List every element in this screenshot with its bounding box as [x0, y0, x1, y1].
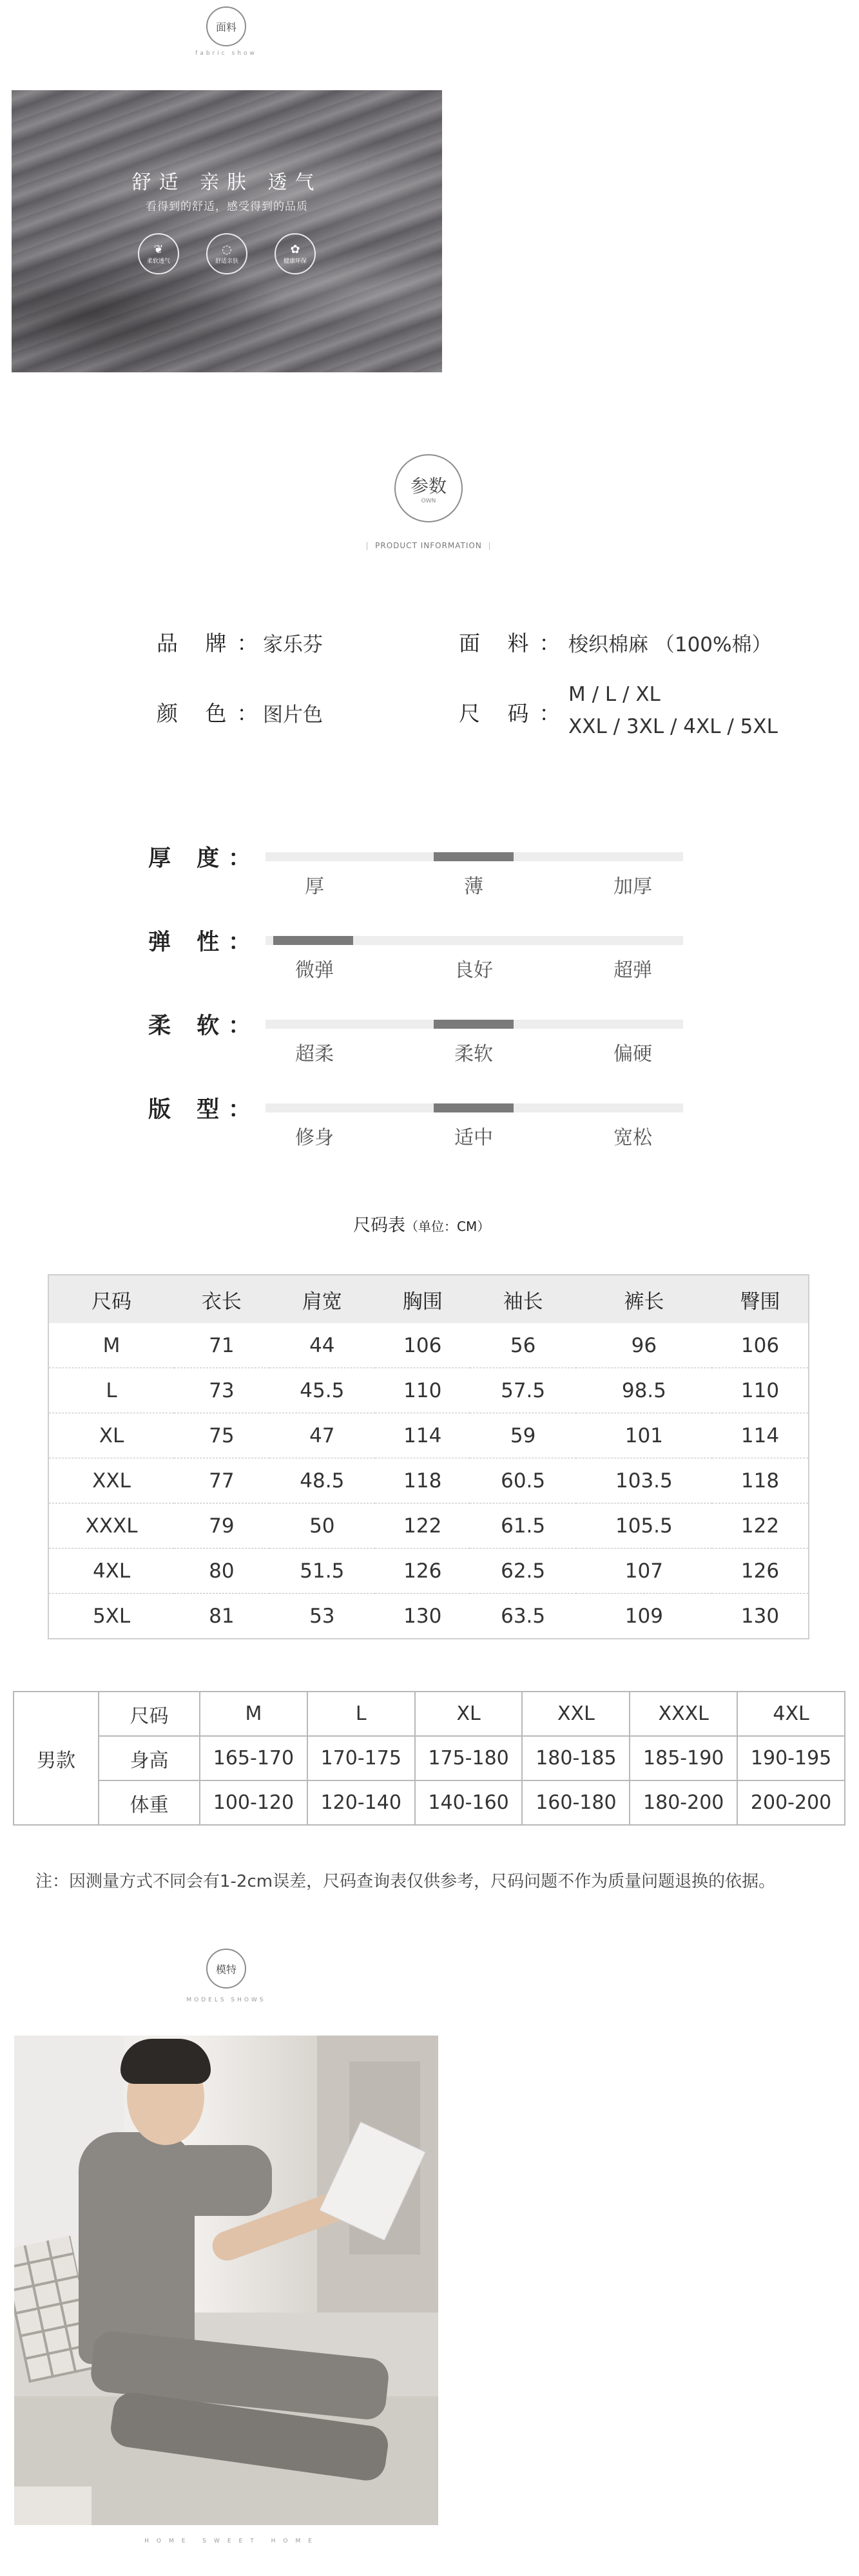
attribute-label: 柔 软：: [148, 1013, 260, 1039]
table-cell: 114: [403, 1424, 442, 1447]
fabric-photo: [12, 90, 442, 372]
table-cell: 106: [403, 1333, 442, 1357]
size-table-header-cell: 袖长: [470, 1275, 575, 1323]
table-cell: 130: [740, 1604, 780, 1628]
table-cell: 56: [510, 1333, 536, 1357]
size-table-body: [48, 1323, 809, 1639]
drop-icon: ◌ 舒适亲肤: [206, 233, 247, 274]
table-cell: XXXL: [85, 1514, 138, 1538]
table-cell: 107: [624, 1559, 663, 1583]
attribute-indicator: [434, 1103, 514, 1112]
flower-icon: ✿ 健康环保: [275, 233, 316, 274]
model-badge-label: 模特: [215, 1963, 236, 1976]
attribute-option: 柔软: [454, 1043, 493, 1065]
men-height-cell: 170-175: [307, 1736, 415, 1780]
attribute-option: 宽松: [613, 1127, 652, 1149]
attribute-track: [265, 1103, 683, 1112]
men-table-row: [14, 1736, 845, 1780]
feature-label-2: 舒适亲肤: [215, 258, 238, 265]
size-chart-title: [353, 1211, 490, 1236]
brand-value: 家乐芬: [263, 633, 323, 656]
model-photo: [14, 2036, 438, 2525]
attribute-option: 厚: [305, 875, 324, 898]
attribute-option: 超柔: [295, 1043, 334, 1065]
table-cell: 98.5: [621, 1379, 666, 1402]
fabric-photo-title: 舒适 亲肤 透气: [131, 171, 322, 194]
table-row: [48, 1323, 809, 1368]
attribute-track: [265, 1020, 683, 1029]
table-cell: 126: [740, 1559, 780, 1583]
men-weight-cell: 120-140: [307, 1780, 415, 1825]
param-caption: | PRODUCT INFORMATION |: [365, 541, 492, 550]
table-cell: 103.5: [615, 1469, 673, 1493]
men-weight-cell: 140-160: [415, 1780, 523, 1825]
brand-label: 品 牌：: [157, 631, 269, 656]
table-cell: 59: [510, 1424, 536, 1447]
men-size-cell: L: [307, 1692, 415, 1736]
attribute-option: 超弹: [613, 959, 652, 982]
table-cell: M: [102, 1333, 121, 1357]
men-weight-cell: 200-200: [737, 1780, 845, 1825]
feature-label-3: 健康环保: [283, 258, 307, 265]
table-cell: 48.5: [300, 1469, 345, 1493]
fabric-badge-label: 面料: [215, 21, 236, 33]
model-footer-caption: HOME SWEET HOME: [144, 2538, 320, 2544]
table-cell: 57.5: [501, 1379, 546, 1402]
size-note: 注：因测量方式不同会有1-2cm误差，尺码查询表仅供参考，尺码问题不作为质量问题退换的依据。: [35, 1872, 776, 1891]
feature-label-1: 柔软透气: [146, 258, 170, 265]
attribute-option: 微弹: [295, 959, 334, 982]
table-cell: 73: [209, 1379, 235, 1402]
men-header-label: 尺码: [99, 1692, 200, 1736]
param-badge: [394, 454, 463, 522]
men-size-cell: M: [200, 1692, 307, 1736]
size-table-header-cell: 衣长: [174, 1275, 269, 1323]
men-size-cell: 4XL: [737, 1692, 845, 1736]
table-cell: 79: [209, 1514, 235, 1538]
table-cell: 47: [309, 1424, 335, 1447]
table-row: [48, 1368, 809, 1413]
men-table-row: [14, 1692, 845, 1736]
men-size-cell: XXL: [522, 1692, 630, 1736]
table-cell: 5XL: [92, 1604, 131, 1628]
men-weight-cell: 100-120: [200, 1780, 307, 1825]
param-badge-caption: OWN: [421, 498, 436, 504]
table-cell: 109: [624, 1604, 663, 1628]
table-cell: 75: [209, 1424, 235, 1447]
table-cell: 106: [740, 1333, 780, 1357]
table-cell: 77: [209, 1469, 235, 1493]
table-cell: 118: [740, 1469, 780, 1493]
table-cell: 45.5: [300, 1379, 345, 1402]
table-cell: XXL: [92, 1469, 131, 1493]
table-cell: 105.5: [615, 1514, 673, 1538]
table-row: [48, 1458, 809, 1503]
attribute-option: 加厚: [613, 875, 652, 898]
size-value-line1: M / L / XL: [568, 683, 661, 706]
men-table-body: [14, 1692, 845, 1825]
attribute-option: 偏硬: [613, 1043, 652, 1065]
table-cell: 60.5: [501, 1469, 546, 1493]
attribute-option: 良好: [454, 959, 493, 982]
size-chart-unit: （单位：CM）: [405, 1219, 490, 1234]
param-caption-text: PRODUCT INFORMATION: [375, 541, 482, 550]
men-height-label: 身高: [99, 1736, 200, 1780]
attribute-indicator: [273, 936, 353, 945]
size-table-header-cell: 胸围: [375, 1275, 470, 1323]
fabric-value: 梭织棉麻 （100%棉）: [568, 633, 772, 656]
table-cell: 4XL: [92, 1559, 131, 1583]
attribute-option: 修身: [295, 1127, 334, 1149]
attribute-option: 薄: [464, 875, 483, 898]
table-cell: XL: [99, 1424, 124, 1447]
men-weight-label: 体重: [99, 1780, 200, 1825]
size-chart-title-text: 尺码表: [353, 1216, 405, 1236]
fabric-badge: [206, 6, 246, 46]
table-cell: 114: [740, 1424, 780, 1447]
men-height-cell: 165-170: [200, 1736, 307, 1780]
table-cell: 81: [209, 1604, 235, 1628]
color-value: 图片色: [263, 703, 323, 727]
men-weight-cell: 180-200: [630, 1780, 737, 1825]
attribute-label: 弹 性：: [148, 930, 260, 955]
size-table-header-cell: 臀围: [712, 1275, 809, 1323]
size-table-header-cell: 肩宽: [269, 1275, 375, 1323]
table-cell: 51.5: [300, 1559, 345, 1583]
fabric-photo-subtitle: 看得到的舒适，感受得到的品质: [146, 200, 308, 213]
table-cell: 62.5: [501, 1559, 546, 1583]
table-cell: 50: [309, 1514, 335, 1538]
leaf-icon: ❦ 柔软透气: [138, 233, 179, 274]
model-badge-caption: MODELS SHOWS: [186, 1997, 266, 2003]
table-cell: 122: [740, 1514, 780, 1538]
men-weight-cell: 160-180: [522, 1780, 630, 1825]
table-cell: 44: [309, 1333, 335, 1357]
attribute-indicator: [434, 852, 514, 861]
men-group-label: 男款: [14, 1692, 99, 1825]
attribute-label: 厚 度：: [148, 846, 260, 872]
table-cell: L: [106, 1379, 117, 1402]
table-row: [48, 1413, 809, 1458]
men-height-cell: 175-180: [415, 1736, 523, 1780]
table-cell: 110: [740, 1379, 780, 1402]
model-badge: [206, 1949, 246, 1989]
fabric-badge-caption: fabric show: [195, 50, 257, 57]
fabric-label: 面 料：: [459, 631, 571, 656]
men-height-cell: 190-195: [737, 1736, 845, 1780]
size-label: 尺 码：: [459, 701, 571, 726]
men-size-cell: XXXL: [630, 1692, 737, 1736]
size-value-line2: XXL / 3XL / 4XL / 5XL: [568, 715, 778, 738]
table-cell: 71: [209, 1333, 235, 1357]
men-size-cell: XL: [415, 1692, 523, 1736]
attribute-indicator: [434, 1020, 514, 1029]
table-cell: 126: [403, 1559, 442, 1583]
table-cell: 130: [403, 1604, 442, 1628]
size-table-header: [48, 1275, 809, 1323]
attribute-track: [265, 852, 683, 861]
table-cell: 61.5: [501, 1514, 546, 1538]
table-row: [48, 1549, 809, 1594]
size-table-header-cell: 裤长: [576, 1275, 712, 1323]
table-row: [48, 1594, 809, 1639]
table-cell: 80: [209, 1559, 235, 1583]
attribute-label: 版 型：: [148, 1097, 260, 1123]
table-cell: 122: [403, 1514, 442, 1538]
table-cell: 63.5: [501, 1604, 546, 1628]
size-table-header-cell: 尺码: [48, 1275, 174, 1323]
color-label: 颜 色：: [157, 701, 269, 726]
table-row: [48, 1503, 809, 1549]
param-badge-label: 参数: [410, 475, 447, 497]
table-cell: 101: [624, 1424, 663, 1447]
attribute-track: [265, 936, 683, 945]
men-height-cell: 180-185: [522, 1736, 630, 1780]
size-table: [48, 1274, 809, 1639]
men-table-row: [14, 1780, 845, 1825]
table-cell: 110: [403, 1379, 442, 1402]
men-size-table: [13, 1691, 845, 1826]
attribute-option: 适中: [454, 1127, 493, 1149]
table-cell: 53: [309, 1604, 335, 1628]
table-cell: 118: [403, 1469, 442, 1493]
table-cell: 96: [631, 1333, 657, 1357]
men-height-cell: 185-190: [630, 1736, 737, 1780]
